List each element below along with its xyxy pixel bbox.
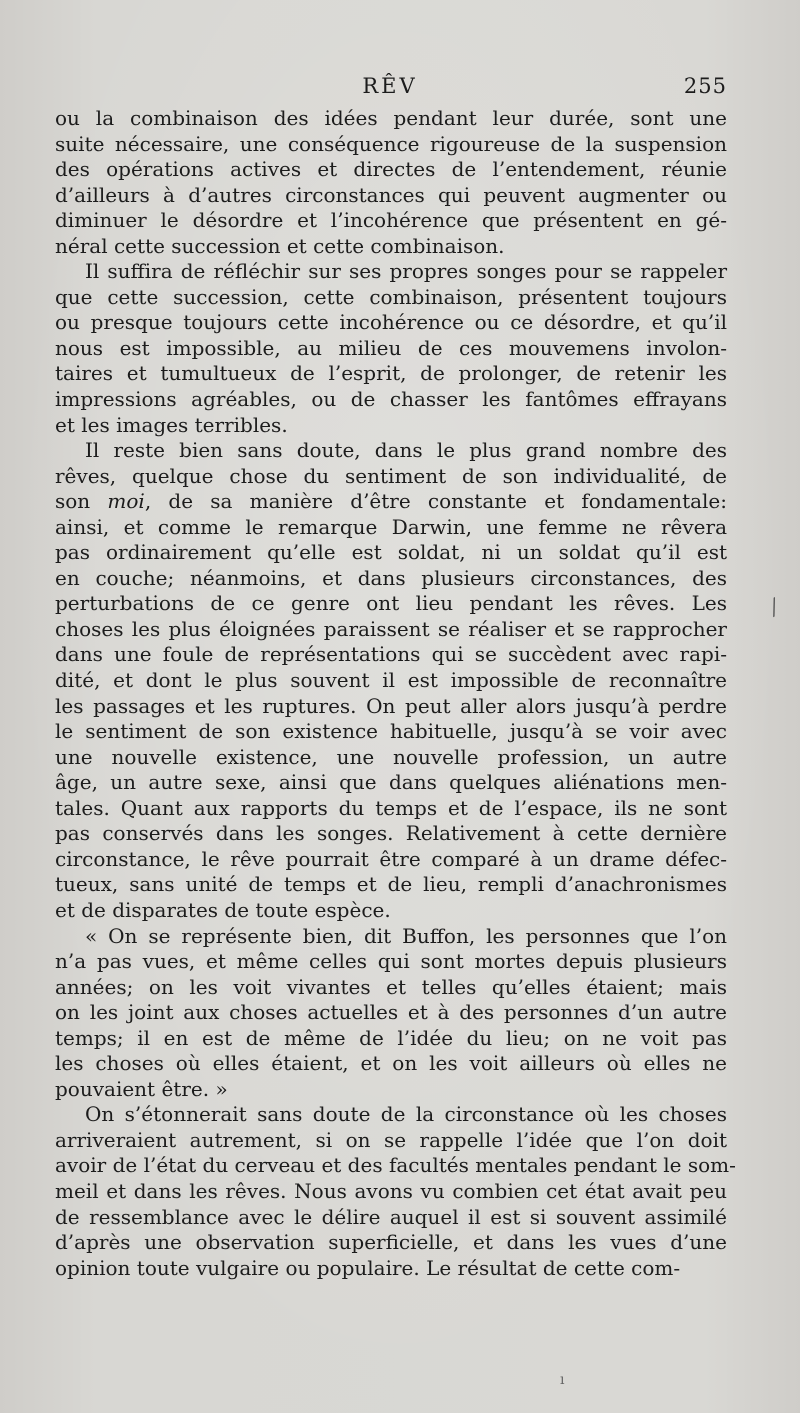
- text-line: pas conservés dans les songes. Relativement à cette dernière: [55, 821, 727, 846]
- text-line: taires et tumultueux de l’esprit, de prolonger, de retenir les: [55, 361, 727, 386]
- paragraph: [55, 438, 727, 923]
- text-line: d’après une observation superficielle, et dans les vues d’une: [55, 1230, 727, 1255]
- text-line: néral cette succession et cette combinaison.: [55, 233, 505, 258]
- bottom-stray-mark: ı: [560, 1372, 565, 1388]
- text-line: avoir de l’état du cerveau et des facultés mentales pendant le som-: [55, 1153, 736, 1178]
- text-line: tueux, sans unité de temps et de lieu, rempli d’anachronismes: [55, 872, 727, 897]
- text-line: temps; il en est de même de l’idée du lieu; on ne voit pas: [55, 1025, 727, 1050]
- text-line: diminuer le désordre et l’incohérence que présentent en gé-: [55, 208, 727, 233]
- text-line: circonstance, le rêve pourrait être comparé à un drame défec-: [55, 846, 727, 871]
- text-line: « On se représente bien, dit Buffon, les personnes que l’on: [85, 923, 727, 948]
- body-text: [55, 106, 736, 1281]
- text-line: Il reste bien sans doute, dans le plus grand nombre des: [85, 438, 727, 463]
- text-line: années; on les voit vivantes et telles qu’elles étaient; mais: [55, 974, 727, 999]
- text-line: pas ordinairement qu’elle est soldat, ni un soldat qu’il est: [55, 540, 727, 565]
- text-line: nous est impossible, au milieu de ces mouvemens involon-: [55, 335, 727, 360]
- text-line: dans une foule de représentations qui se succèdent avec rapi-: [55, 642, 727, 667]
- text-line: suite nécessaire, une conséquence rigoureuse de la suspension: [55, 131, 727, 156]
- paragraph: [55, 1102, 736, 1281]
- margin-pencil-mark: ⁄: [766, 596, 783, 621]
- text-line: opinion toute vulgaire ou populaire. Le résultat de cette com-: [55, 1255, 681, 1280]
- text-line: meil et dans les rêves. Nous avons vu combien cet état avait peu: [55, 1178, 727, 1203]
- text-line: n’a pas vues, et même celles qui sont mortes depuis plusieurs: [55, 949, 727, 974]
- text-line: ou la combinaison des idées pendant leur durée, sont une: [55, 106, 727, 130]
- text-line: rêves, quelque chose du sentiment de son individualité, de: [55, 463, 727, 488]
- text-line: âge, un autre sexe, ainsi que dans quelques aliénations men-: [55, 770, 727, 795]
- text-line: On s’étonnerait sans doute de la circonstance où les choses: [85, 1102, 727, 1127]
- text-line: une nouvelle existence, une nouvelle profession, un autre: [55, 744, 727, 769]
- text-line: les passages et les ruptures. On peut aller alors jusqu’à perdre: [55, 693, 727, 718]
- text-line: des opérations actives et directes de l’entendement, réunie: [55, 157, 727, 182]
- text-line: Il suffira de réfléchir sur ses propres songes pour se rappeler: [85, 259, 727, 284]
- page-number: 255: [683, 74, 727, 98]
- text-line: tales. Quant aux rapports du temps et de l’espace, ils ne sont: [55, 795, 727, 820]
- text-line: en couche; néanmoins, et dans plusieurs circonstances, des: [55, 565, 727, 590]
- text-line: son moi, de sa manière d’être constante et fondamentale:: [55, 489, 727, 514]
- italic-word: moi: [107, 489, 145, 514]
- text-line: le sentiment de son existence habituelle, jusqu’à se voir avec: [55, 719, 727, 744]
- paragraph: [55, 106, 727, 259]
- text-line: ainsi, et comme le remarque Darwin, une femme ne rêvera: [55, 514, 727, 539]
- text-line: d’ailleurs à d’autres circonstances qui peuvent augmenter ou: [55, 182, 727, 207]
- text-line: perturbations de ce genre ont lieu pendant les rêves. Les: [55, 591, 727, 616]
- text-line: que cette succession, cette combinaison, présentent toujours: [55, 284, 727, 309]
- text-line: ou presque toujours cette incohérence ou ce désordre, et qu’il: [55, 310, 727, 335]
- text-line: arriveraient autrement, si on se rappelle l’idée que l’on doit: [55, 1127, 727, 1152]
- text-line: et de disparates de toute espèce.: [55, 897, 391, 922]
- running-head: [55, 74, 725, 104]
- running-head-title: RÊV: [362, 74, 418, 98]
- text-line: on les joint aux choses actuelles et à des personnes d’un autre: [55, 1000, 727, 1025]
- text-line: choses les plus éloignées paraissent se réaliser et se rapprocher: [55, 616, 727, 641]
- text-line: les choses où elles étaient, et on les voit ailleurs où elles ne: [55, 1051, 727, 1076]
- text-line: de ressemblance avec le délire auquel il est si souvent assimilé: [55, 1204, 727, 1229]
- text-line: pouvaient être. »: [55, 1076, 228, 1101]
- text-line: dité, et dont le plus souvent il est impossible de reconnaître: [55, 668, 727, 693]
- paragraph: [55, 259, 727, 438]
- text-line: impressions agréables, ou de chasser les fantômes effrayans: [55, 387, 727, 412]
- text-line: et les images terribles.: [55, 412, 288, 437]
- paragraph: [55, 924, 727, 1103]
